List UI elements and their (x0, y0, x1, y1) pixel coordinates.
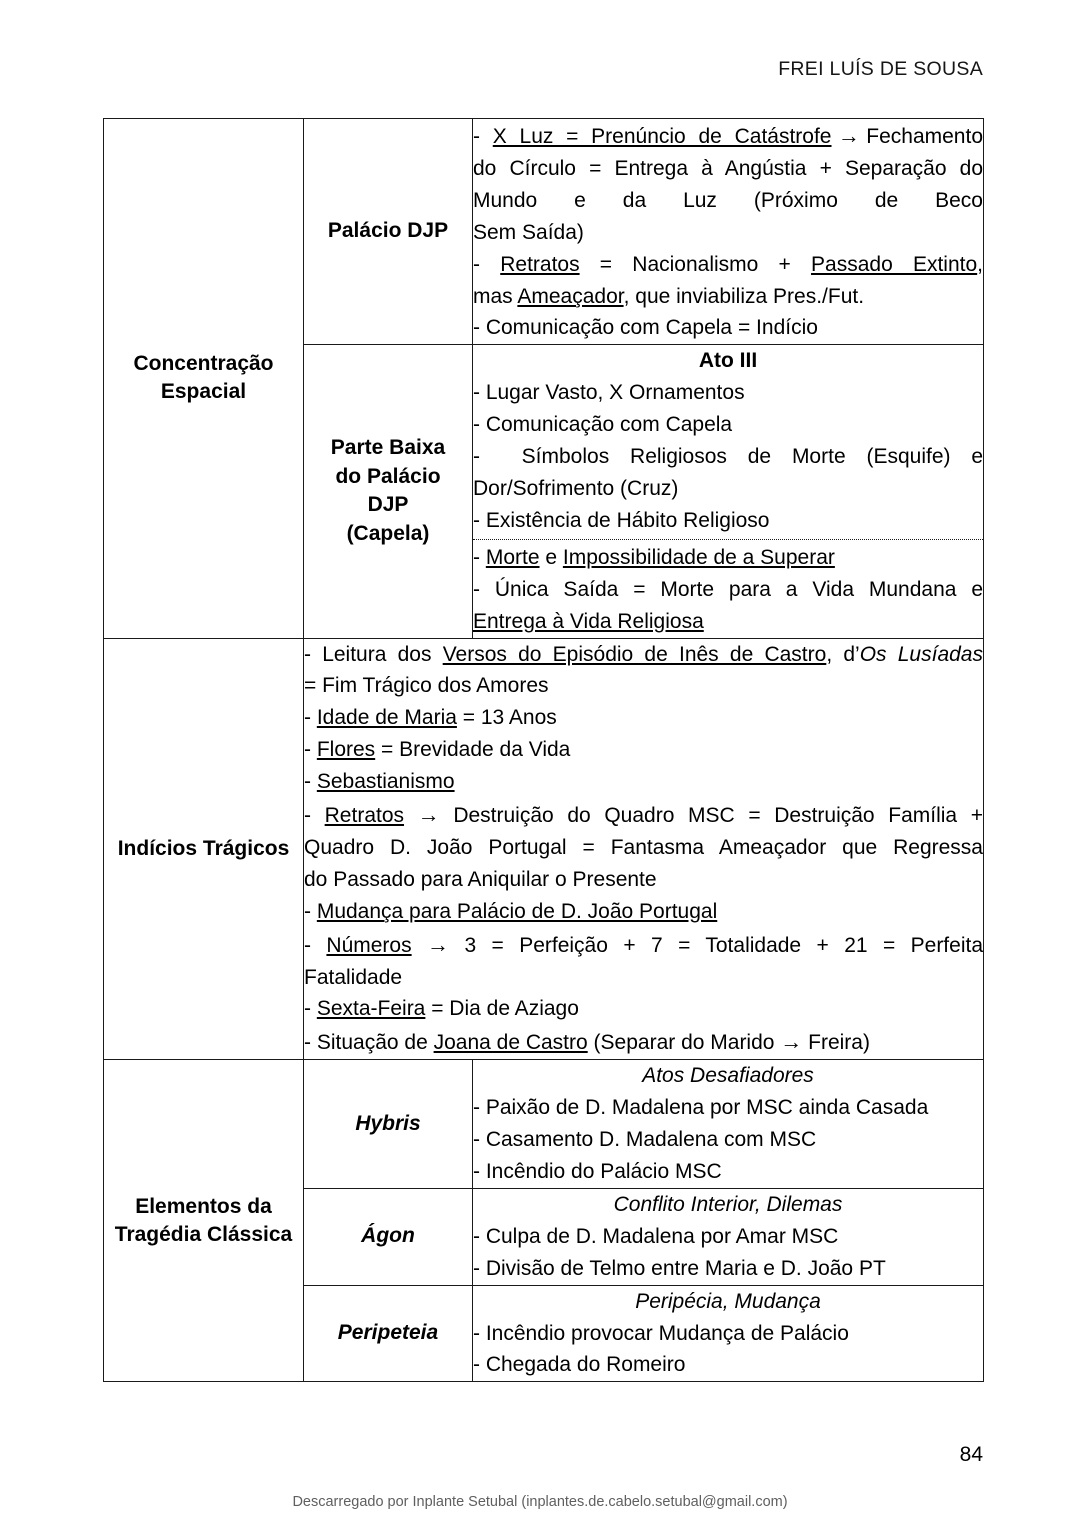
note-line: - Mudança para Palácio de D. João Portugal (304, 899, 718, 923)
note-line: - Culpa de D. Madalena por Amar MSC (473, 1224, 839, 1248)
note-line: - Sexta-Feira = Dia de Aziago (304, 997, 579, 1021)
note-line: Sem Saída) (473, 220, 584, 244)
note-line: Fatalidade (304, 965, 403, 989)
note-line: - Lugar Vasto, X Ornamentos (473, 381, 745, 405)
sub-label-parte-baixa-palacio-djp (304, 345, 473, 638)
note-line: - Situação de Joana de Castro (Separar do Marido → Freira) (304, 1029, 870, 1055)
note-line: - Idade de Maria = 13 Anos (304, 706, 557, 730)
row-label-indicios-tragicos: Indícios Trágicos (104, 638, 304, 1060)
cell-indicios-tragicos-content (304, 638, 984, 1060)
sub-label-hybris: Hybris (304, 1060, 473, 1189)
note-line: - Chegada do Romeiro (473, 1353, 686, 1377)
note-line: Entrega à Vida Religiosa (473, 609, 704, 633)
note-line: - Sebastianismo (304, 770, 455, 794)
note-line: mas Ameaçador, que inviabiliza Pres./Fut. (473, 284, 865, 308)
sub-label-peripeteia: Peripeteia (304, 1285, 473, 1382)
cell-heading-ato-iii: Ato III (698, 349, 758, 373)
running-head: FREI LUÍS DE SOUSA (778, 58, 983, 80)
cell-heading-peripeteia: Peripécia, Mudança (635, 1289, 821, 1313)
sub-label-line-1: Parte Baixa (330, 436, 446, 460)
sub-label-palacio-djp: Palácio DJP (304, 119, 473, 345)
cell-peripeteia-content (473, 1285, 984, 1382)
page-number: 84 (959, 1443, 983, 1466)
note-line: - Única Saída = Morte para a Vida Mundana e (473, 577, 983, 601)
cell-heading-agon: Conflito Interior, Dilemas (613, 1192, 843, 1216)
note-line: Quadro D. João Portugal = Fantasma Ameaçador que Regressa (304, 835, 983, 859)
sub-label-line-4: (Capela (346, 521, 423, 545)
note-line: - Casamento D. Madalena com MSC (473, 1128, 817, 1152)
note-line: - Paixão de D. Madalena por MSC ainda Casada (473, 1096, 929, 1120)
row-label-line-2: Tragédia Clássica (114, 1222, 293, 1246)
sub-label-line-4-paren: ) (422, 521, 430, 545)
note-line: - Leitura dos Versos do Episódio de Inês de Castro, d’Os Lusíadas (304, 642, 983, 666)
download-watermark-note: Descarregado por Inplante Setubal (inplantes.de.cabelo.setubal@gmail.com) (292, 1494, 788, 1510)
table-row (104, 119, 984, 345)
row-label-line-2: Espacial (160, 380, 247, 404)
note-line: - Divisão de Telmo entre Maria e D. João PT (473, 1256, 886, 1280)
sub-label-agon: Ágon (304, 1188, 473, 1285)
note-line: - Existência de Hábito Religioso (473, 508, 770, 532)
row-label-line-1: Concentração (133, 352, 274, 376)
dotted-divider (473, 539, 983, 638)
note-line: - Flores = Brevidade da Vida (304, 738, 571, 762)
note-line: - Morte e Impossibilidade de a Superar (473, 545, 835, 569)
cell-ato-iii-content (473, 345, 984, 537)
note-line: do Passado para Aniquilar o Presente (304, 867, 657, 891)
cell-agon-content (473, 1188, 984, 1285)
note-line: Dor/Sofrimento (Cruz) (473, 476, 679, 500)
sub-label-line-2: do Palácio (335, 464, 441, 488)
table-row (104, 638, 984, 1060)
note-line: - Números → 3 = Perfeição + 7 = Totalidade + 21 = Perfeita (304, 931, 984, 957)
note-line: - Comunicação com Capela (473, 413, 733, 437)
row-label-line-1: Elementos da (135, 1194, 272, 1218)
row-label-elementos-tragedia-classica (104, 1060, 304, 1382)
row-label-concentracao-espacial (104, 119, 304, 639)
note-line: - Incêndio provocar Mudança de Palácio (473, 1321, 849, 1345)
note-line: - Símbolos Religiosos de Morte (Esquife) e (473, 445, 983, 469)
cell-ato-iii-content-lower (473, 537, 984, 638)
table-row (104, 1060, 984, 1189)
cell-heading-hybris: Atos Desafiadores (642, 1064, 814, 1088)
note-line: = Fim Trágico dos Amores (304, 674, 549, 698)
cell-hybris-content (473, 1060, 984, 1189)
note-line: - Incêndio do Palácio MSC (473, 1160, 722, 1183)
study-notes-table (103, 118, 984, 1382)
note-line: - Retratos → Destruição do Quadro MSC = Destruição Família + (304, 802, 984, 828)
note-line: - Comunicação com Capela = Indício (473, 316, 818, 340)
note-line: - X Luz = Prenúncio de Catástrofe → Fechamento do Círculo = Entrega à Angústia + Separação do Mundo e da Luz (Próximo de Beco (473, 123, 984, 212)
cell-palacio-djp-content (473, 119, 984, 345)
note-line: - Retratos = Nacionalismo + Passado Extinto, (473, 252, 984, 276)
sub-label-line-3: DJP (367, 493, 409, 517)
